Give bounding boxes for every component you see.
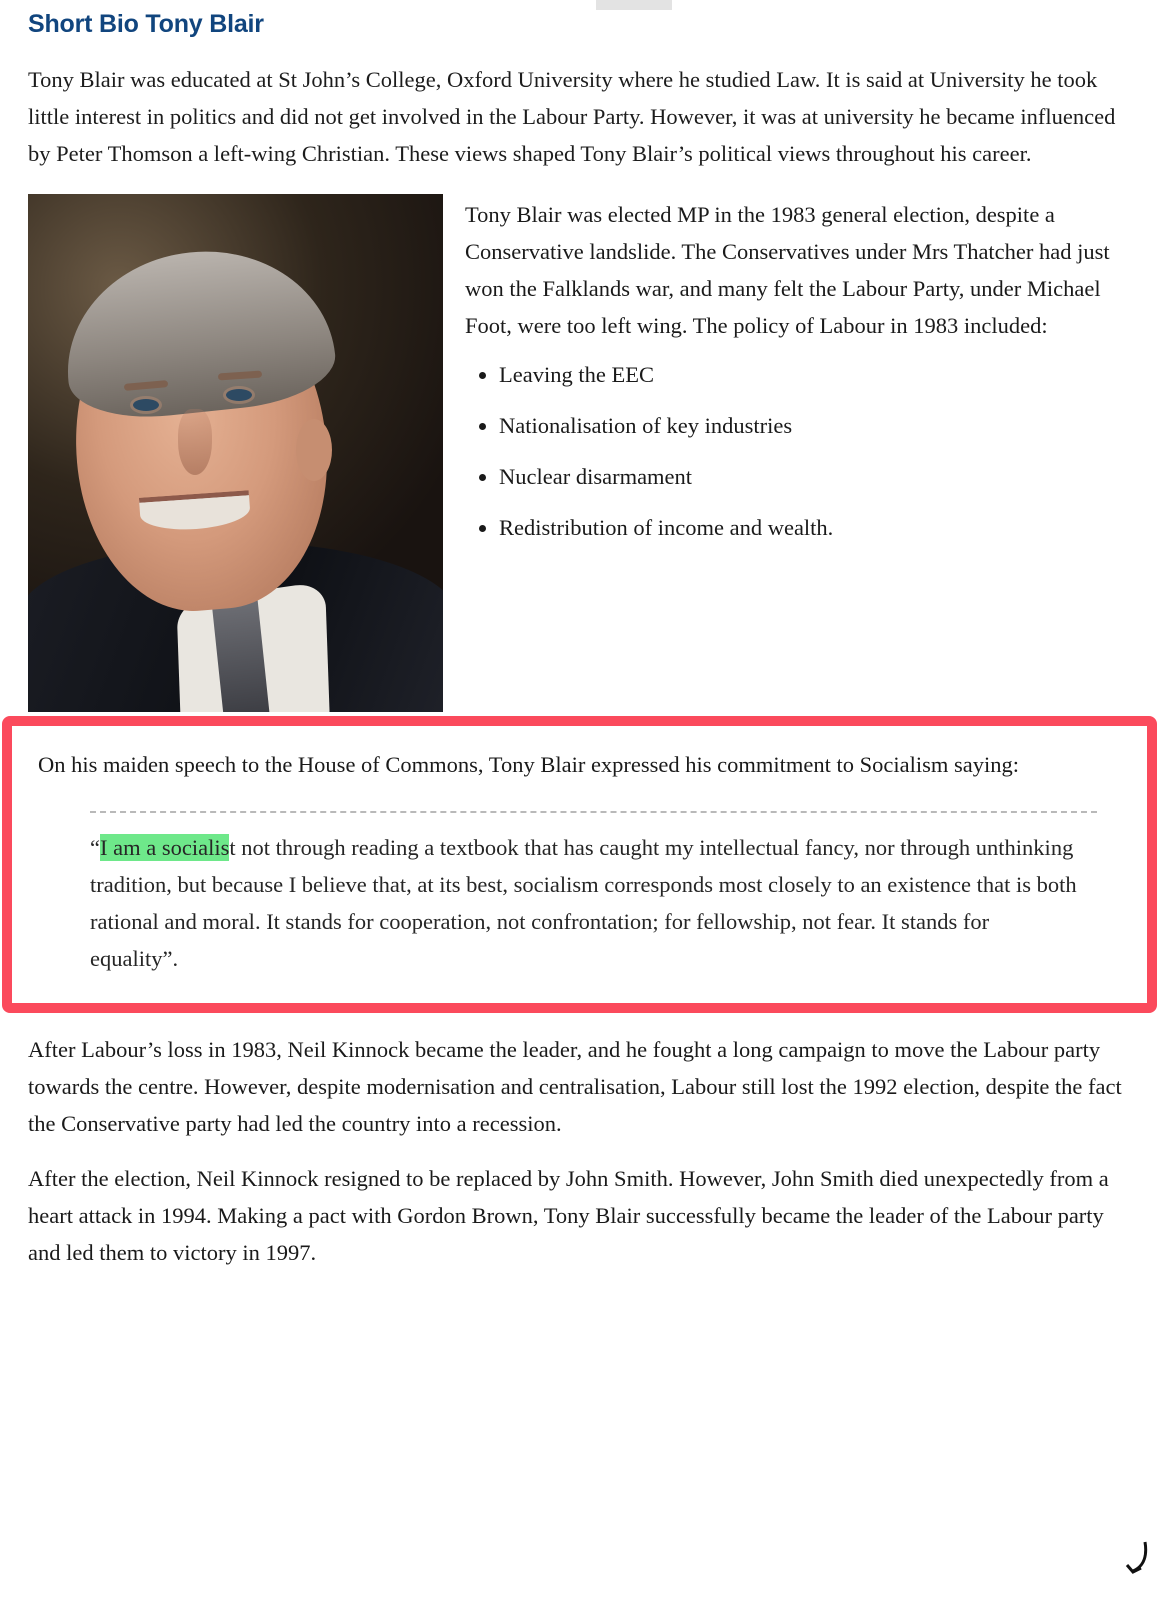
policy-list xyxy=(465,356,1131,546)
blockquote xyxy=(90,829,1081,977)
paragraph-smith: After the election, Neil Kinnock resigned to be replaced by John Smith. However, John Smith died unexpectedly from a heart attack in 1994. Making a pact with Gordon Brown, Tony Blair successfully became the leader of the Labour party and led them to victory in 1997. xyxy=(28,1166,1109,1265)
quote-intro-paragraph: On his maiden speech to the House of Commons, Tony Blair expressed his commitment to Socialism saying: xyxy=(38,752,1020,777)
tony-blair-photo xyxy=(28,194,443,712)
photo-ear xyxy=(296,419,332,481)
list-item: • Redistribution of income and wealth. xyxy=(499,509,1131,546)
list-item: • Nationalisation of key industries xyxy=(499,407,1131,444)
closing-paragraphs xyxy=(28,1031,1131,1271)
photo-eye-left xyxy=(133,399,159,411)
page-title: Short Bio Tony Blair xyxy=(28,10,264,38)
quote-remainder: t not through reading a textbook that has caught my intellectual fancy, nor through unthinking tradition, but because I believe that, at its best, socialism corresponds most closely to an existence that is both rational and moral. It stands for cooperation, not confrontation; for fellowship, not fear. It stands for equality”. xyxy=(90,835,1077,971)
photo-eye-right xyxy=(226,389,252,401)
highlighted-quote-box xyxy=(2,716,1157,1013)
list-item: • Nuclear disarmament xyxy=(499,458,1131,495)
paragraph-kinnock: After Labour’s loss in 1983, Neil Kinnock became the leader, and he fought a long campaign to move the Labour party towards the centre. However, despite modernisation and centralisation, Labour still lost the 1992 election, despite the fact the Conservative party had led the country into a recession. xyxy=(28,1037,1122,1136)
scroll-down-arrow-icon[interactable] xyxy=(1123,1540,1153,1574)
column-paragraph: Tony Blair was elected MP in the 1983 general election, despite a Conservative landslide. The Conservatives under Mrs Thatcher had just won the Falklands war, and many felt the Labour Party, under Michael Foot, were too left wing. The policy of Labour in 1983 included: xyxy=(465,202,1110,338)
quote-open-mark: “ xyxy=(90,835,100,860)
quote-divider xyxy=(90,811,1097,813)
list-item: • Leaving the EEC xyxy=(499,356,1131,393)
right-column xyxy=(465,194,1131,560)
highlighted-phrase: I am a socialis xyxy=(100,835,230,860)
page-top-tab xyxy=(596,0,672,10)
photo-nose xyxy=(178,409,212,475)
intro-paragraph: Tony Blair was educated at St John’s College, Oxford University where he studied Law. It is said at University he took little interest in politics and did not get involved in the Labour Party. However, it was at university he became influenced by Peter Thomson a left-wing Christian. These views shaped Tony Blair’s political views throughout his career. xyxy=(28,67,1116,166)
photo-and-text-columns xyxy=(28,194,1131,712)
